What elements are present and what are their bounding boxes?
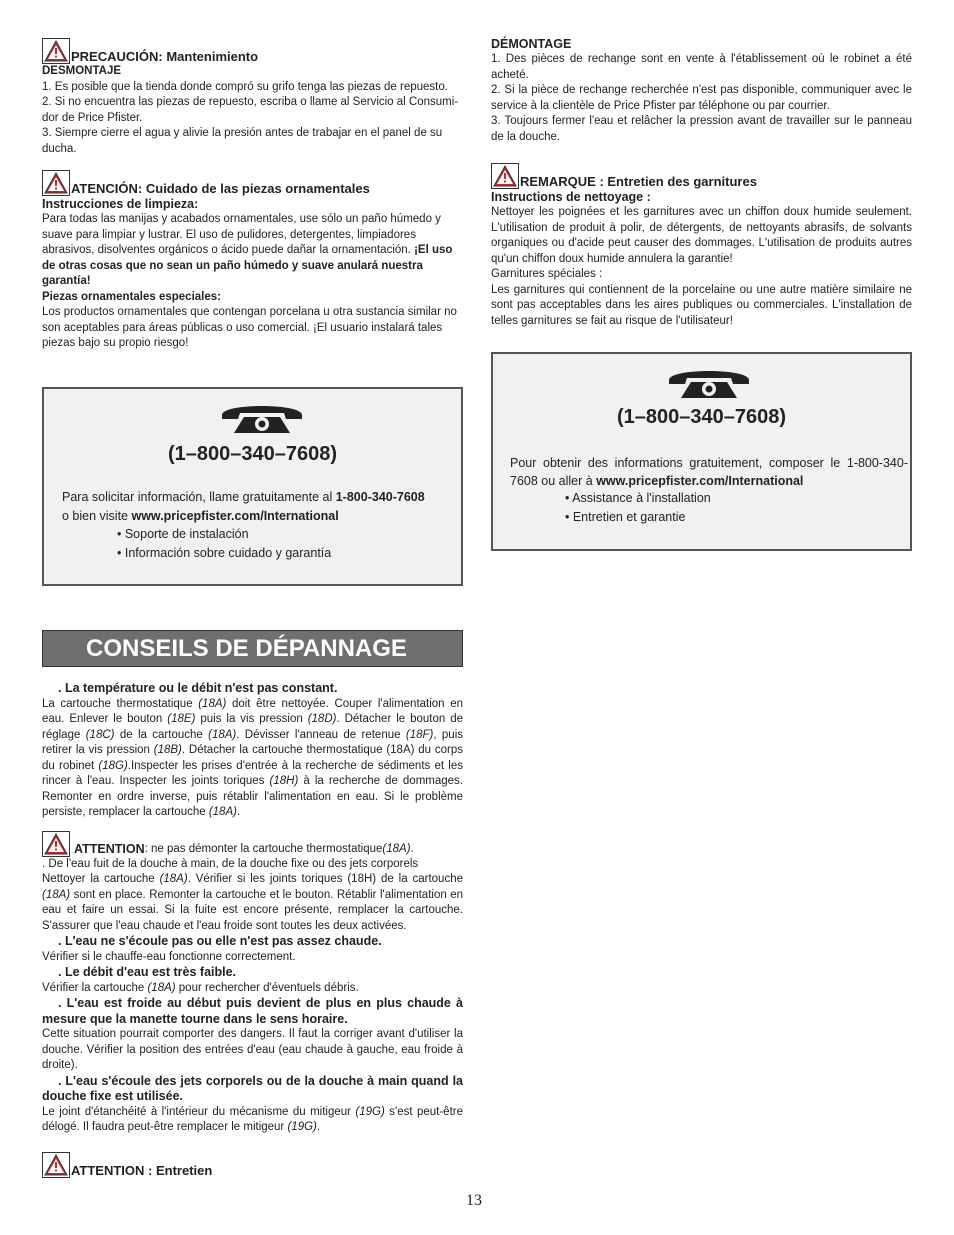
ts-maint-header (42, 1152, 463, 1178)
part-ref: (18D) (307, 713, 337, 725)
ts-text: Nettoyer la cartouche (42, 873, 160, 885)
es-phone-box (42, 387, 463, 586)
warning-triangle-icon (42, 1152, 70, 1178)
es-phone-url[interactable]: www.pricepfister.com/International (131, 509, 339, 523)
part-ref: (18A) (382, 842, 411, 855)
part-ref: (18H) (269, 775, 299, 787)
fr-dem-item: 3. Toujours fermer l'eau et relâcher la pression avant de travailler sur le panneau de la douche. (491, 115, 912, 143)
es-maint-title: PRECAUCIÓN: Mantenimiento (71, 49, 259, 64)
fr-phone-bullet: • Assistance à l'installation (565, 491, 711, 505)
fr-phone-line1: Pour obtenir des informations gratuitement, composer le 1-800-340-7608 ou aller à (510, 456, 908, 488)
es-care-text: Para todas las manijas y acabados ornamentales, use sólo un paño húmedo y suave para limpiar y lustrar. El uso de pulidores, detergentes, limpiadores abrasivos, disolventes orgánicos o ácido puede dañar la ornamentación. (42, 213, 441, 256)
es-care-paragraph (42, 212, 463, 290)
fr-care-text: Nettoyer les poignées et les garnitures avec un chiffon doux humide seulement. L'utilisation de produit à polir, de détergents, de nettoyants abrasifs, de solvants organiques ou d'acide peut causer des dommages. L'utilisation de produits autres qu'un chiffon doux humide annulera la garantie! (491, 206, 912, 265)
part-ref: (18A) (208, 728, 237, 741)
es-maint-header (42, 38, 463, 64)
troubleshooting-banner: CONSEILS DE DÉPANNAGE (42, 630, 463, 667)
fr-special-text: Les garnitures qui contiennent de la porcelaine ou une autre matière similaire ne sont pas acceptables dans les aires publiques ou commerciales. L'installation de telles garnitures se fait au risque de l'utilisateur! (491, 283, 912, 327)
es-care-subtitle: Instrucciones de limpieza: (42, 197, 199, 211)
fr-special-title: Garnitures spéciales : (491, 268, 603, 280)
ts-answer-1 (42, 697, 463, 821)
ts-answer-6 (42, 1105, 463, 1136)
ts-text: . (236, 806, 241, 818)
part-ref: (18F) (405, 728, 434, 741)
es-maint-item: 2. Si no encuentra las piezas de repuesto, escriba o llame al Servicio al Consumi-dor de Price Pfister. (42, 96, 459, 124)
es-phone-line2: o bien visite (62, 509, 132, 523)
part-ref: (18A) (159, 873, 188, 885)
es-phone-line1: Para solicitar información, llame gratuitamente al (62, 490, 336, 504)
es-phone-text (62, 488, 452, 526)
left-column (42, 38, 463, 352)
ts-text: s'est peut-être délogé. Il faudra peut-être remplacer le mitigeur (42, 1105, 463, 1133)
warning-triangle-icon (42, 38, 70, 64)
es-maint-item: 1. Es posible que la tienda donde compró su grifo tenga las piezas de repuesto. (42, 80, 448, 93)
part-ref: (18A) (198, 697, 227, 710)
es-maint-item: 3. Siempre cierre el agua y alivie la presión antes de trabajar en el panel de su ducha. (42, 127, 443, 155)
fr-dem-title: DÉMONTAGE (491, 37, 572, 51)
part-ref: (18G) (98, 759, 128, 772)
ts-text: . Dévisser l'anneau de retenue (236, 728, 406, 741)
ts-text: de la cartouche (114, 728, 209, 741)
ts-question: . L'eau ne s'écoule pas ou elle n'est pas assez chaude. (58, 934, 382, 948)
ts-attention-header (42, 831, 463, 857)
ts-answer-4 (42, 981, 463, 997)
ts-text: , puis retirer la vis pression (42, 728, 464, 756)
part-ref: (19G) (287, 1121, 317, 1133)
part-ref: (18B) (153, 744, 182, 756)
troubleshooting-body (42, 681, 463, 1178)
telephone-icon (665, 364, 753, 406)
fr-care-header (491, 163, 912, 189)
part-ref: (18A) (208, 806, 237, 818)
fr-phone-bullets (565, 489, 711, 527)
ts-answer-3: Vérifier si le chauffe-eau fonctionne correctement. (42, 950, 296, 963)
warning-triangle-icon (42, 831, 70, 857)
ts-answer-5: Cette situation pourrait comporter des dangers. Il faut la corriger avant d'utiliser la douche. Vérifier la position des entrées d'eau (eau chaude à gauche, eau froide à droite). (42, 1028, 463, 1071)
fr-dem-item: 1. Des pièces de rechange sont en vente à l'établissement où le robinet a été acheté. (491, 53, 912, 81)
ts-question: . De l'eau fuit de la douche à main, de la douche fixe ou des jets corporels (42, 857, 419, 870)
es-phone-bullet: • Soporte de instalación (117, 527, 249, 541)
ts-text: . Détacher le bouton de réglage (42, 713, 464, 741)
ts-text: doit être nettoyée. Couper l'alimentation en eau. Enlever le bouton (42, 697, 463, 725)
ts-text: .Inspecter les prises d'entrée à la recherche de sédiments et les rincer à l'eau. Inspecter les joints toriques (42, 759, 463, 787)
part-ref: (18E) (167, 713, 196, 725)
ts-question: . La température ou le débit n'est pas constant. (58, 681, 338, 695)
es-phone-line1-bold: 1-800-340-7608 (335, 490, 425, 504)
ts-question: . L'eau est froide au début puis devient de plus en plus chaude à mesure que la manette tourne dans le sens horaire. (42, 996, 463, 1026)
ts-text: La cartouche thermostatique (42, 697, 199, 710)
part-ref: (18C) (85, 728, 115, 741)
es-care-title: ATENCIÓN: Cuidado de las piezas ornamentales (71, 181, 370, 196)
ts-text: . Détacher la cartouche thermostatique (18A) du corps du robinet (42, 744, 463, 772)
ts-question: . Le débit d'eau est très faible. (58, 965, 237, 979)
es-phone-number: (1–800–340–7608) (167, 443, 338, 465)
ts-text: sont en place. Remonter la cartouche et le bouton. Rétablir l'alimentation en eau et faire un essai. Si la fuite est encore présente, remplacer la cartouche. S'assurer que l'eau chaude et l'eau froide sont toutes les deux activées. (42, 888, 463, 932)
part-ref: (18A) (42, 888, 71, 901)
ts-text: puis la vis pression (195, 713, 308, 725)
ts-answer-2 (42, 872, 463, 934)
ts-question: . L'eau s'écoule des jets corporels ou de la douche à main quand la douche fixe est utilisée. (42, 1073, 463, 1103)
fr-phone-number: (1–800–340–7608) (616, 406, 787, 428)
ts-attention-end: . (410, 842, 414, 855)
es-maint-subtitle: DESMONTAJE (42, 65, 122, 77)
warning-triangle-icon (42, 170, 70, 196)
ts-text: à la recherche de dommages. Remonter en ordre inverse, puis rétablir l'alimentation en eau. Si le problème persiste, remplacer la cartouche (42, 775, 463, 818)
fr-dem-item: 2. Si la pièce de rechange recherchée n'est pas disponible, communiquer avec le service à la clientèle de Price Pfister par téléphone ou par courrier. (491, 84, 912, 112)
right-column (491, 36, 912, 329)
ts-text: pour rechercher d'éventuels débris. (175, 981, 359, 994)
warning-triangle-icon (491, 163, 519, 189)
es-special-text: Los productos ornamentales que contengan porcelana u otra sustancia similar no son aceptables para áreas públicas o uso comercial. ¡El usuario instalará tales piezas bajo su propio riesgo! (42, 306, 457, 349)
page-number: 13 (466, 1192, 482, 1209)
fr-phone-bullet: • Entretien et garantie (565, 510, 686, 524)
ts-text: . Vérifier si les joints toriques (18H) de la cartouche (187, 873, 463, 885)
fr-phone-text (510, 454, 908, 490)
part-ref: (19G) (355, 1105, 385, 1118)
ts-text: Le joint d'étanchéité à l'intérieur du mécanisme du mitigeur (42, 1105, 356, 1118)
es-phone-bullets (117, 525, 331, 563)
es-care-header (42, 170, 463, 196)
es-care-warranty-note: ¡El uso de otras cosas que no sean un paño húmedo y suave anulará nuestra garantía! (42, 244, 453, 287)
ts-attention-text: : ne pas démonter la cartouche thermostatique (144, 842, 383, 855)
fr-phone-box (491, 352, 912, 551)
telephone-icon (218, 399, 306, 441)
es-special-title: Piezas ornamentales especiales: (42, 290, 221, 303)
ts-text: . (316, 1121, 321, 1133)
ts-maint-title: ATTENTION : Entretien (71, 1162, 213, 1178)
fr-phone-url[interactable]: www.pricepfister.com/International (596, 474, 804, 488)
part-ref: (18A) (147, 981, 176, 994)
fr-care-subtitle: Instructions de nettoyage : (491, 190, 651, 204)
es-phone-bullet: • Información sobre cuidado y garantía (117, 546, 332, 560)
ts-attention-label: ATTENTION (74, 841, 145, 856)
fr-care-title: REMARQUE : Entretien des garnitures (520, 174, 757, 189)
ts-text: Vérifier la cartouche (42, 981, 148, 994)
